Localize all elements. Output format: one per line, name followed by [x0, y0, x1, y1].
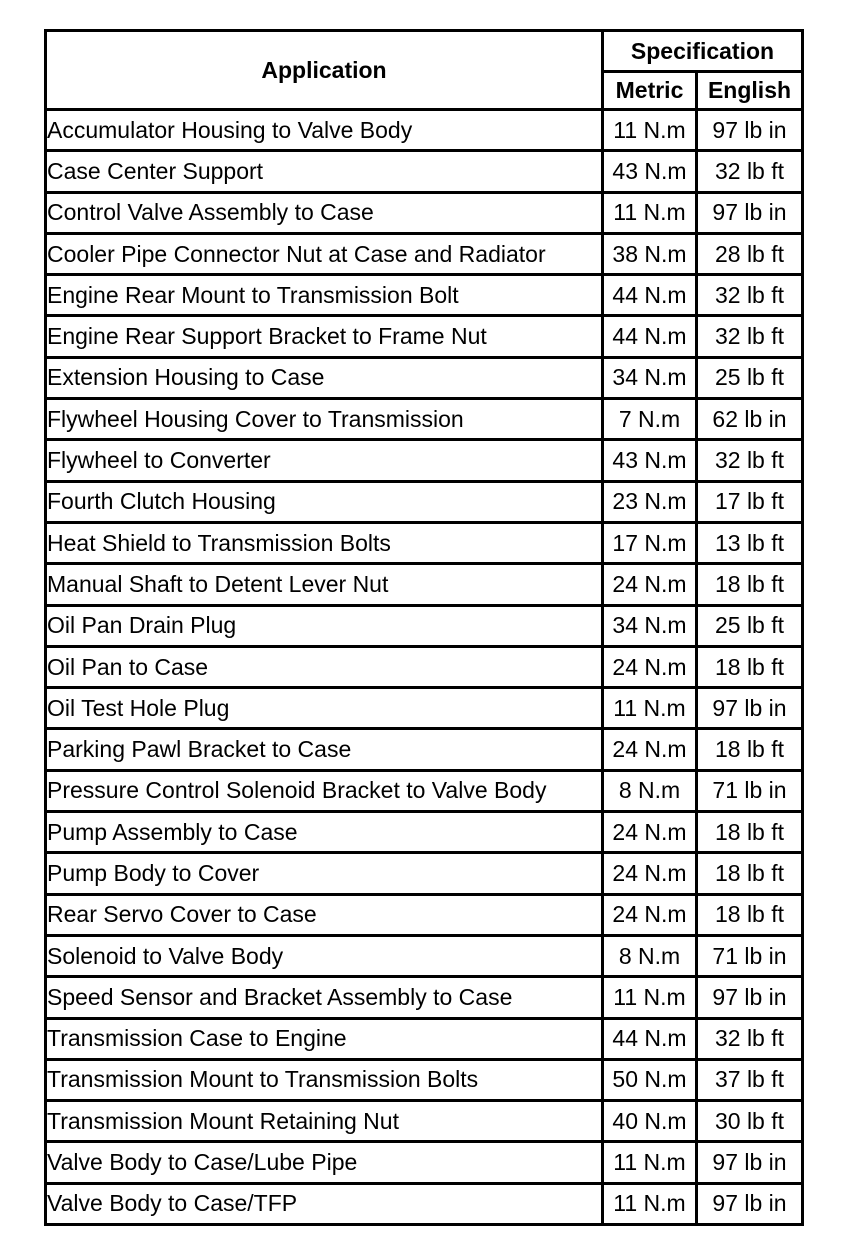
application-header: Application	[47, 32, 604, 111]
metric-cell: 44 N.m	[604, 1020, 698, 1061]
application-cell: Pressure Control Solenoid Bracket to Valve Body	[47, 772, 604, 813]
application-cell: Valve Body to Case/Lube Pipe	[47, 1143, 604, 1184]
table-row	[47, 1102, 804, 1143]
application-cell: Control Valve Assembly to Case	[47, 194, 604, 235]
table-row	[47, 1061, 804, 1102]
metric-cell: 8 N.m	[604, 937, 698, 978]
english-header: English	[698, 73, 804, 111]
table-row	[47, 1020, 804, 1061]
application-cell: Parking Pawl Bracket to Case	[47, 730, 604, 771]
application-cell: Extension Housing to Case	[47, 359, 604, 400]
application-cell: Fourth Clutch Housing	[47, 483, 604, 524]
english-cell: 18 lb ft	[698, 854, 804, 895]
metric-cell: 40 N.m	[604, 1102, 698, 1143]
application-cell: Valve Body to Case/TFP	[47, 1185, 604, 1226]
application-cell: Transmission Mount Retaining Nut	[47, 1102, 604, 1143]
english-cell: 32 lb ft	[698, 1020, 804, 1061]
header-row	[47, 32, 804, 73]
english-cell: 97 lb in	[698, 1185, 804, 1226]
table-row	[47, 441, 804, 482]
english-cell: 71 lb in	[698, 937, 804, 978]
table-row	[47, 1185, 804, 1226]
application-cell: Accumulator Housing to Valve Body	[47, 111, 604, 152]
application-cell: Flywheel Housing Cover to Transmission	[47, 400, 604, 441]
application-cell: Rear Servo Cover to Case	[47, 896, 604, 937]
table-row	[47, 152, 804, 193]
english-cell: 32 lb ft	[698, 152, 804, 193]
application-cell: Pump Body to Cover	[47, 854, 604, 895]
english-cell: 71 lb in	[698, 772, 804, 813]
english-cell: 18 lb ft	[698, 896, 804, 937]
english-cell: 37 lb ft	[698, 1061, 804, 1102]
table-row	[47, 1143, 804, 1184]
metric-cell: 23 N.m	[604, 483, 698, 524]
table-row	[47, 854, 804, 895]
metric-cell: 7 N.m	[604, 400, 698, 441]
metric-cell: 50 N.m	[604, 1061, 698, 1102]
metric-cell: 24 N.m	[604, 854, 698, 895]
english-cell: 28 lb ft	[698, 235, 804, 276]
english-cell: 18 lb ft	[698, 813, 804, 854]
table-row	[47, 276, 804, 317]
english-cell: 97 lb in	[698, 978, 804, 1019]
metric-cell: 34 N.m	[604, 359, 698, 400]
table-row	[47, 648, 804, 689]
application-cell: Engine Rear Support Bracket to Frame Nut	[47, 317, 604, 358]
table-row	[47, 730, 804, 771]
table-row	[47, 235, 804, 276]
metric-cell: 34 N.m	[604, 607, 698, 648]
table-row	[47, 483, 804, 524]
metric-cell: 8 N.m	[604, 772, 698, 813]
english-cell: 32 lb ft	[698, 317, 804, 358]
english-cell: 32 lb ft	[698, 276, 804, 317]
application-cell: Speed Sensor and Bracket Assembly to Case	[47, 978, 604, 1019]
metric-cell: 44 N.m	[604, 276, 698, 317]
table-row	[47, 317, 804, 358]
application-cell: Cooler Pipe Connector Nut at Case and Radiator	[47, 235, 604, 276]
english-cell: 30 lb ft	[698, 1102, 804, 1143]
english-cell: 32 lb ft	[698, 441, 804, 482]
table-row	[47, 896, 804, 937]
table-row	[47, 565, 804, 606]
english-cell: 97 lb in	[698, 689, 804, 730]
table-row	[47, 937, 804, 978]
application-cell: Transmission Case to Engine	[47, 1020, 604, 1061]
metric-cell: 38 N.m	[604, 235, 698, 276]
metric-cell: 24 N.m	[604, 730, 698, 771]
english-cell: 25 lb ft	[698, 359, 804, 400]
torque-spec-table	[44, 29, 804, 1226]
application-cell: Solenoid to Valve Body	[47, 937, 604, 978]
metric-cell: 11 N.m	[604, 689, 698, 730]
english-cell: 97 lb in	[698, 194, 804, 235]
metric-cell: 43 N.m	[604, 441, 698, 482]
metric-cell: 17 N.m	[604, 524, 698, 565]
table-row	[47, 607, 804, 648]
application-cell: Heat Shield to Transmission Bolts	[47, 524, 604, 565]
table-row	[47, 359, 804, 400]
application-cell: Transmission Mount to Transmission Bolts	[47, 1061, 604, 1102]
metric-cell: 11 N.m	[604, 1185, 698, 1226]
english-cell: 13 lb ft	[698, 524, 804, 565]
table-row	[47, 194, 804, 235]
application-cell: Engine Rear Mount to Transmission Bolt	[47, 276, 604, 317]
table-row	[47, 813, 804, 854]
table-body	[47, 111, 804, 1226]
metric-cell: 24 N.m	[604, 813, 698, 854]
table-row	[47, 400, 804, 441]
metric-cell: 43 N.m	[604, 152, 698, 193]
english-cell: 25 lb ft	[698, 607, 804, 648]
application-cell: Manual Shaft to Detent Lever Nut	[47, 565, 604, 606]
english-cell: 97 lb in	[698, 111, 804, 152]
metric-cell: 11 N.m	[604, 111, 698, 152]
table-row	[47, 689, 804, 730]
metric-header: Metric	[604, 73, 698, 111]
application-cell: Flywheel to Converter	[47, 441, 604, 482]
application-cell: Oil Test Hole Plug	[47, 689, 604, 730]
metric-cell: 11 N.m	[604, 194, 698, 235]
application-cell: Oil Pan to Case	[47, 648, 604, 689]
table-row	[47, 772, 804, 813]
metric-cell: 11 N.m	[604, 978, 698, 1019]
metric-cell: 44 N.m	[604, 317, 698, 358]
application-cell: Pump Assembly to Case	[47, 813, 604, 854]
english-cell: 97 lb in	[698, 1143, 804, 1184]
english-cell: 17 lb ft	[698, 483, 804, 524]
application-cell: Case Center Support	[47, 152, 604, 193]
english-cell: 62 lb in	[698, 400, 804, 441]
english-cell: 18 lb ft	[698, 730, 804, 771]
metric-cell: 24 N.m	[604, 648, 698, 689]
metric-cell: 11 N.m	[604, 1143, 698, 1184]
table-row	[47, 111, 804, 152]
metric-cell: 24 N.m	[604, 565, 698, 606]
english-cell: 18 lb ft	[698, 565, 804, 606]
table-row	[47, 978, 804, 1019]
table-row	[47, 524, 804, 565]
application-cell: Oil Pan Drain Plug	[47, 607, 604, 648]
specification-header: Specification	[604, 32, 804, 73]
english-cell: 18 lb ft	[698, 648, 804, 689]
metric-cell: 24 N.m	[604, 896, 698, 937]
